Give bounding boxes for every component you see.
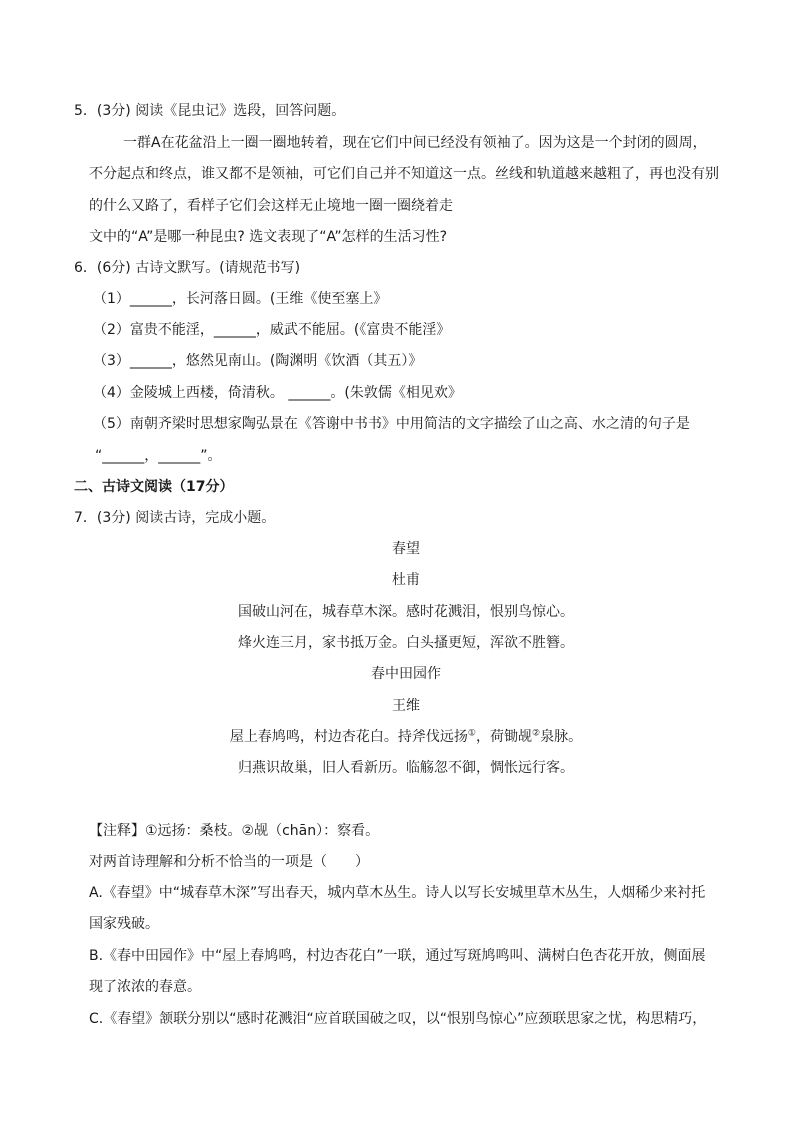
- q7-option-c: C.《春望》颔联分别以“感时花溅泪“应首联国破之叹，以“恨别鸟惊心”应颈联思家之忧，构思精巧，: [89, 1011, 707, 1027]
- q7-option-b: B.《春中田园作》中“屋上春鸠鸣，村边杏花白”一联，通过写斑鸠鸣叫、满树白色杏花开放，侧面展: [89, 948, 706, 964]
- q6-item-5: （5）南朝齐梁时思想家陶弘景在《答谢中书书》中用简洁的文字描绘了山之高、水之清的句子是: [93, 416, 690, 432]
- q7-option-a-cont: 国家残破。: [89, 916, 159, 932]
- q7-option-a: A.《春望》中“城春草木深”写出春天，城内草木丛生。诗人以写长安城里草木丛生，人烟稀少来衬托: [89, 885, 706, 901]
- poem1-line-2: 烽火连三月，家书抵万金。白头搔更短，浑欲不胜簪。: [238, 635, 574, 651]
- poem2-title: 春中田园作: [371, 666, 441, 682]
- q6-item-3: （3）______，悠然见南山。(陶渊明《饮酒（其五）》: [93, 353, 423, 369]
- q5-passage-line-3: 的什么又路了，看样子它们会这样无止境地一圈一圈绕着走: [89, 198, 453, 214]
- poem2-author: 王维: [392, 698, 420, 714]
- q7-option-b-cont: 现了浓浓的春意。: [89, 979, 201, 995]
- poem2-line-1: 屋上春鸠鸣，村边杏花白。持斧伐远扬①，荷锄觇②泉脉。: [229, 728, 583, 745]
- q7-question: 对两首诗理解和分析不恰当的一项是（ ）: [89, 854, 369, 870]
- q6-header: 6．(6分) 古诗文默写。(请规范书写): [74, 260, 301, 276]
- footnote-mark-2: ②: [532, 728, 541, 739]
- poem1-line-1: 国破山河在，城春草木深。感时花溅泪，恨别鸟惊心。: [238, 604, 574, 620]
- q6-item-4: （4）金陵城上西楼，倚清秋。 ______。(朱敦儒《相见欢》: [93, 385, 462, 401]
- q6-item-5-blanks: “______，______”。: [95, 448, 222, 464]
- q5-header: 5．(3分) 阅读《昆虫记》选段，回答问题。: [74, 103, 346, 119]
- poem1-title: 春望: [392, 541, 420, 557]
- q6-item-1: （1）______，长河落日圆。(王维《使至塞上》: [93, 291, 388, 307]
- q7-note: 【注释】①远扬：桑枝。②觇（chān）：察看。: [89, 823, 380, 839]
- q5-passage-line-2: 不分起点和终点，谁又都不是领袖，可它们自己并不知道这一点。丝线和轨道越来越粗了，再也没有别: [89, 166, 719, 182]
- footnote-mark-1: ①: [467, 728, 476, 739]
- q5-passage-line-1: 一群A在花盆沿上一圈一圈地转着，现在它们中间已经没有领袖了。因为这是一个封闭的圆周，: [123, 135, 707, 151]
- section-2-title: 二、古诗文阅读（17分）: [74, 479, 234, 495]
- q7-header: 7．(3分) 阅读古诗，完成小题。: [74, 510, 276, 526]
- poem1-author: 杜甫: [392, 572, 420, 588]
- q6-item-2: （2）富贵不能淫，______，威武不能屈。(《富贵不能淫》: [93, 322, 451, 338]
- q5-question: 文中的“A”是哪一种昆虫? 选文表现了“A”怎样的生活习性?: [89, 229, 448, 245]
- poem2-line-2: 归燕识故巢，旧人看新历。临觞忽不御，惆怅远行客。: [238, 760, 574, 776]
